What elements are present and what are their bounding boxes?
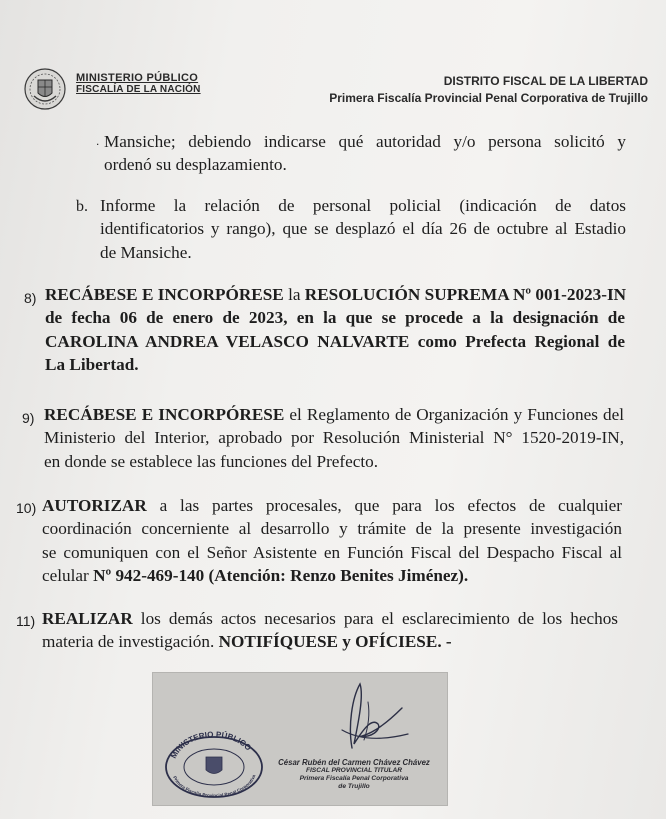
text-run: el Reglamento de Organización y Funciones del (284, 405, 624, 424)
institution-line-1: MINISTERIO PÚBLICO (76, 72, 199, 84)
text-line (45, 283, 625, 306)
text-run: los demás actos necesarios para el esclarecimiento de los hechos (132, 609, 618, 628)
text-line: Mansiche; debiendo indicarse qué autoridad y/o persona solicitó y (104, 132, 626, 151)
bold-text: RECÁBESE E INCORPÓRESE (44, 405, 285, 424)
text-line (42, 494, 622, 517)
institution-line-2: FISCALÍA DE LA NACIÓN (76, 84, 201, 95)
text-line (42, 607, 618, 630)
text-line: en donde se establece las funciones del Prefecto. (44, 451, 379, 471)
paragraph-11 (42, 607, 618, 654)
text-run: a las partes procesales, que para los efectos de cualquier (146, 496, 622, 515)
paragraph-10-number: 10) (16, 500, 37, 516)
text-line: de Mansiche. (100, 242, 192, 262)
text-line: La Libertad. (45, 355, 139, 375)
paragraph-8-number: 8) (24, 290, 37, 306)
signatory-city: de Trujillo (338, 783, 370, 790)
handwritten-signature (312, 678, 422, 756)
paragraph-9-number: 9) (22, 410, 35, 426)
text-line: CAROLINA ANDREA VELASCO NALVARTE como Prefecta Regional de (45, 331, 625, 351)
text-line (42, 630, 618, 653)
text-run: celular (42, 566, 94, 586)
text-line: ordenó su desplazamiento. (104, 155, 287, 175)
header-office (329, 73, 648, 107)
official-seal-icon (160, 727, 268, 799)
bold-text: RESOLUCIÓN SUPREMA Nº 001-2023-IN (304, 285, 627, 304)
bold-text: RECÁBESE E INCORPÓRESE (45, 285, 284, 304)
paragraph-8 (45, 283, 625, 377)
item-a-continuation (104, 130, 626, 177)
signatory-block (268, 758, 440, 791)
bold-text: NOTIFÍQUESE y OFÍCIESE. - (218, 632, 452, 652)
bold-text: REALIZAR (42, 609, 133, 628)
coat-of-arms-icon (22, 66, 68, 112)
text-line (42, 564, 622, 587)
text-run: la (283, 285, 305, 304)
bold-text: AUTORIZAR (42, 496, 147, 515)
signatory-office: Primera Fiscalía Penal Corporativa (299, 775, 409, 782)
institution-name (76, 73, 201, 95)
text-line: Informe la relación de personal policial (indicación de datos (100, 196, 626, 215)
text-run: materia de investigación. (42, 632, 219, 652)
paragraph-9 (44, 403, 624, 473)
bullet-dot: . (96, 134, 100, 148)
bold-text: Nº 942-469-140 (Atención: Renzo Benites Jiménez). (93, 566, 469, 586)
text-line: de fecha 06 de enero de 2023, en la que se procede a la designación de (45, 308, 625, 328)
signatory-name: César Rubén del Carmen Chávez Chávez (278, 758, 430, 767)
text-line: se comuniquen con el Señor Asistente en Función Fiscal del Despacho Fiscal al (42, 542, 622, 562)
seal-bottom-text: Primera Fiscalía Provincial Penal Corporativa (172, 774, 257, 799)
text-line: identificatorios y rango), que se desplazó el día 26 de octubre al Estadio (100, 219, 626, 239)
paragraph-10 (42, 494, 622, 588)
office-title: Primera Fiscalía Provincial Penal Corporativa de Trujillo (329, 91, 648, 105)
item-b (100, 194, 626, 264)
seal-top-text: MINISTERIO PÚBLICO (168, 729, 253, 760)
district-title: DISTRITO FISCAL DE LA LIBERTAD (443, 74, 648, 88)
signatory-title: FISCAL PROVINCIAL TITULAR (305, 767, 403, 774)
text-line (44, 403, 624, 426)
text-line: Ministerio del Interior, aprobado por Resolución Ministerial N° 1520-2019-IN, (44, 428, 624, 448)
paragraph-11-number: 11) (16, 613, 36, 629)
text-line: coordinación concerniente al desarrollo y trámite de la presente investigación (42, 519, 622, 539)
item-b-marker: b. (76, 198, 88, 215)
